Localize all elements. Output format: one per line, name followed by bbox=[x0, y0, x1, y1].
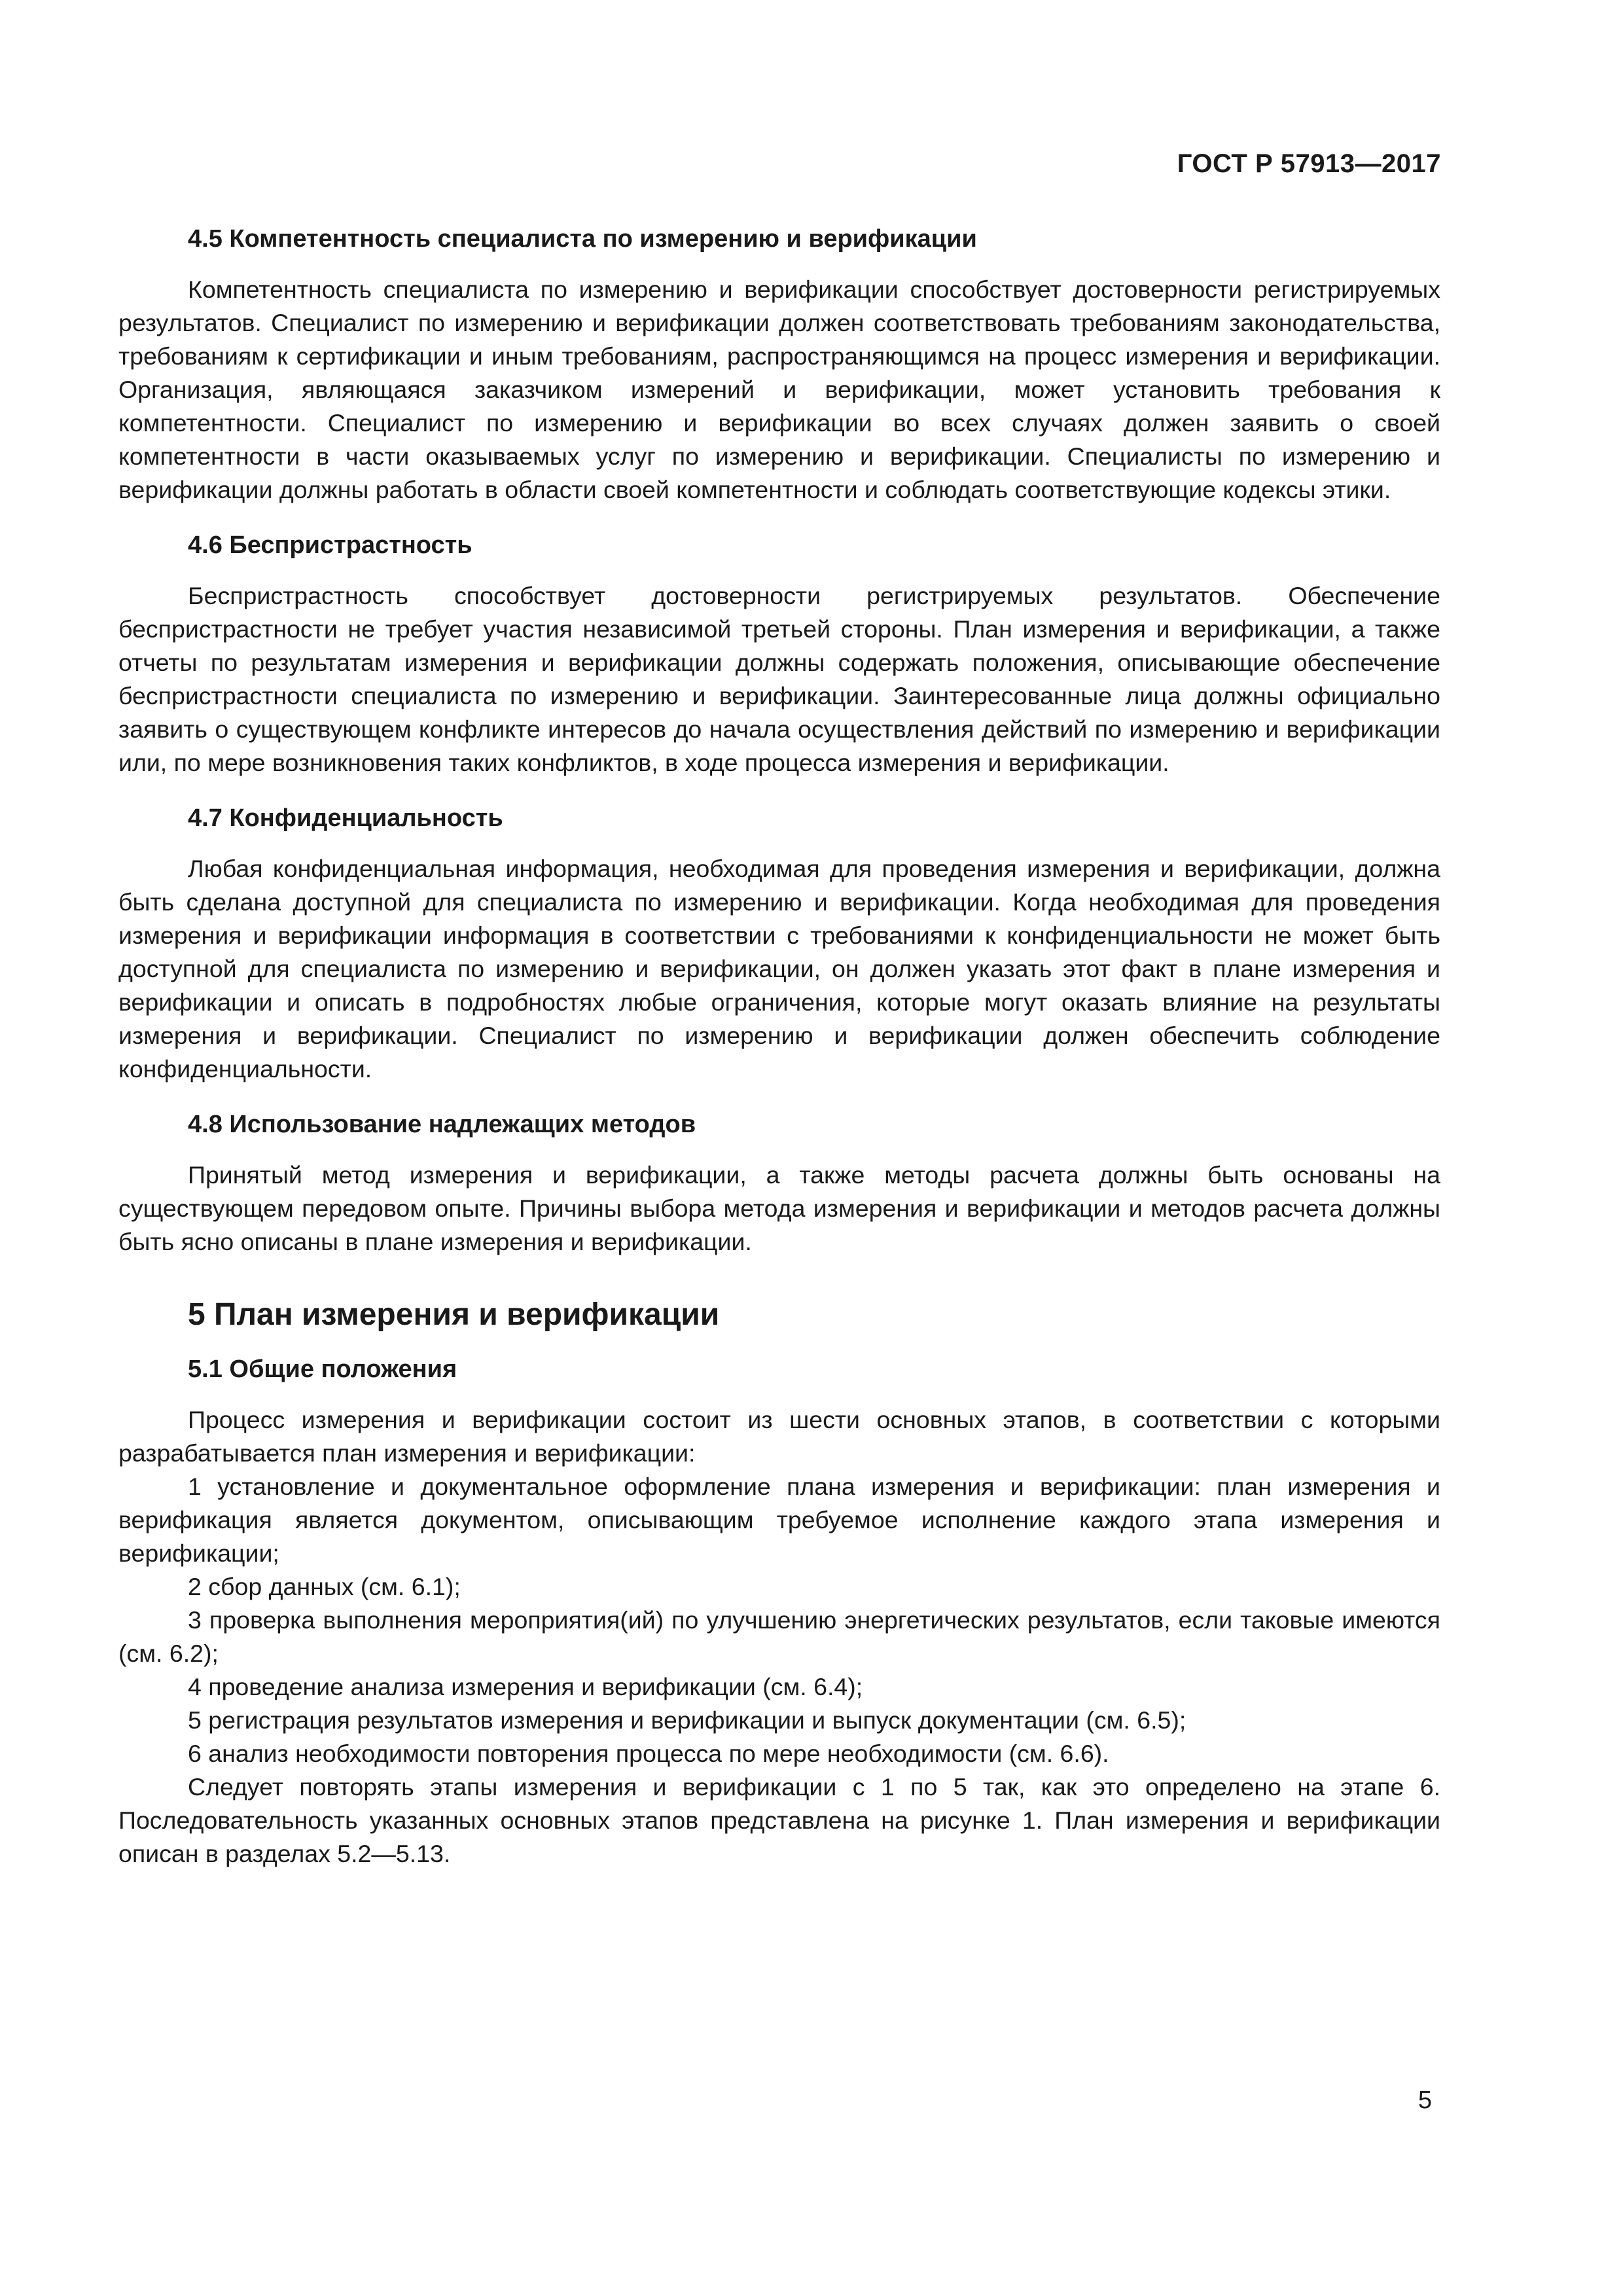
section-4-6-paragraph: Беспристрастность способствует достоверности регистрируемых результатов. Обеспечение беспристрастности не требует участия независимой третьей стороны. План измерения и верификации, а также отчеты по результатам измерения и верификации должны содержать положения, описывающие обеспечение беспристрастности специалиста по измерению и верификации. Заинтересованные лица должны официально заявить о существующем конфликте интересов до начала осуществления действий по измерению и верификации или, по мере возникновения таких конфликтов, в ходе процесса измерения и верификации. bbox=[118, 582, 1440, 776]
section-4-8-paragraph: Принятый метод измерения и верификации, а также методы расчета должны быть основаны на существующем передовом опыте. Причины выбора метода измерения и верификации и методов расчета должны быть ясно описаны в плане измерения и верификации. bbox=[118, 1161, 1440, 1255]
section-4-6-title: 4.6 Беспристрастность bbox=[188, 531, 473, 559]
section-4-5-paragraph: Компетентность специалиста по измерению и верификации способствует достоверности регистрируемых результатов. Специалист по измерению и верификации должен соответствовать требованиям законодательства, требованиям к сертификации и иным требованиям, распространяющимся на процесс измерения и верификации. Организация, являющаяся заказчиком измерений и верификации, может установить требования к компетентности. Специалист по измерению и верификации во всех случаях должен заявить о своей компетентности в части оказываемых услуг по измерению и верификации. Специалисты по измерению и верификации должны работать в области своей компетентности и соблюдать соответствующие кодексы этики. bbox=[118, 276, 1440, 503]
document-code-header: ГОСТ Р 57913—2017 bbox=[1177, 149, 1441, 178]
section-5-title: 5 План измерения и верификации bbox=[188, 1297, 720, 1332]
section-4-6 bbox=[118, 529, 1440, 780]
list-item: 3 проверка выполнения мероприятия(ий) по улучшению энергетических результатов, если таковые имеются (см. 6.2); bbox=[118, 1606, 1440, 1667]
section-4-7-paragraph: Любая конфиденциальная информация, необходимая для проведения измерения и верификации, должна быть сделана доступной для специалиста по измерению и верификации. Когда необходимая для проведения измерения и верификации информация в соответствии с требованиями к конфиденциальности не может быть доступной для специалиста по измерению и верификации, он должен указать этот факт в плане измерения и верификации и описать в подробностях любые ограничения, которые могут оказать влияние на результаты измерения и верификации. Специалист по измерению и верификации должен обеспечить соблюдение конфиденциальности. bbox=[118, 855, 1440, 1083]
list-item: 2 сбор данных (см. 6.1); bbox=[188, 1573, 461, 1600]
section-5-1-intro: Процесс измерения и верификации состоит из шести основных этапов, в соответствии с которыми разрабатывается план измерения и верификации: bbox=[118, 1406, 1440, 1467]
section-5 bbox=[118, 1295, 1440, 1335]
section-5-1-title: 5.1 Общие положения bbox=[188, 1355, 457, 1383]
section-4-7-title: 4.7 Конфиденциальность bbox=[188, 804, 503, 832]
section-4-7 bbox=[118, 802, 1440, 1086]
list-item: 6 анализ необходимости повторения процесса по мере необходимости (см. 6.6). bbox=[188, 1740, 1109, 1767]
list-item: 4 проведение анализа измерения и верификации (см. 6.4); bbox=[188, 1673, 863, 1700]
list-item: 5 регистрация результатов измерения и верификации и выпуск документации (см. 6.5); bbox=[188, 1706, 1186, 1734]
section-4-8-title: 4.8 Использование надлежащих методов bbox=[188, 1111, 696, 1138]
section-5-1-outro: Следует повторять этапы измерения и верификации с 1 по 5 так, как это определено на этапе 6. Последовательность указанных основных этапов представлена на рисунке 1. План измерения и верификации описан в разделах 5.2—5.13. bbox=[118, 1773, 1440, 1867]
section-4-8 bbox=[118, 1108, 1440, 1259]
page-content bbox=[118, 223, 1440, 1871]
list-item: 1 установление и документальное оформление плана измерения и верификации: план измерения и верификация является документом, описывающим требуемое исполнение каждого этапа измерения и верификации; bbox=[118, 1473, 1440, 1567]
section-4-5 bbox=[118, 223, 1440, 507]
section-4-5-title: 4.5 Компетентность специалиста по измерению и верификации bbox=[188, 225, 977, 253]
page-number: 5 bbox=[1418, 2087, 1432, 2114]
section-5-1 bbox=[118, 1353, 1440, 1871]
